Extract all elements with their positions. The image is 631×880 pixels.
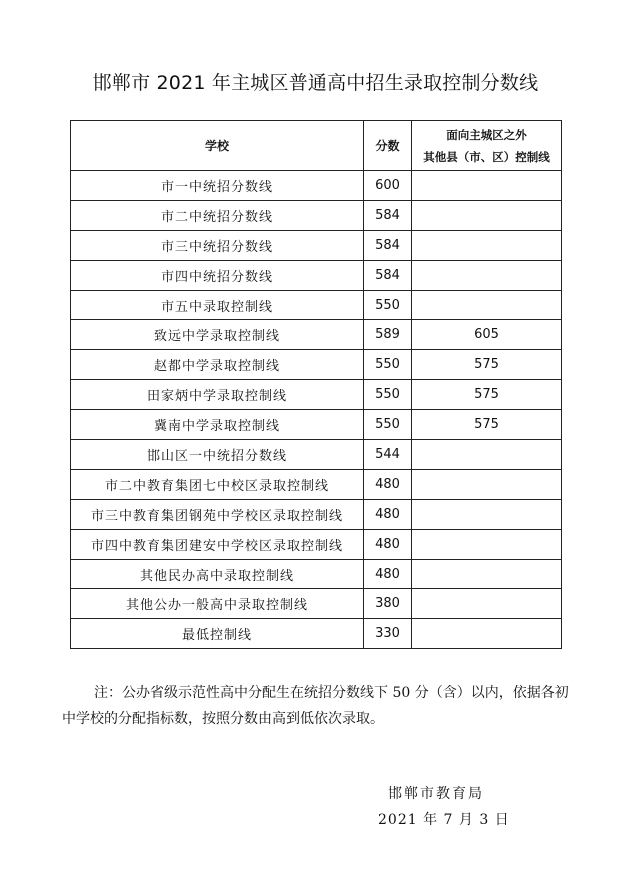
table-row <box>71 171 562 201</box>
issuer-signature: 邯郸市教育局 <box>388 786 484 802</box>
outer-county-score-cell: 575 <box>412 380 562 410</box>
score-cell: 380 <box>364 589 412 619</box>
table-row <box>71 619 562 649</box>
header-outer-line1: 面向主城区之外 <box>446 127 527 142</box>
table-row <box>71 230 562 260</box>
outer-county-score-cell <box>412 529 562 559</box>
footnote: 注：公办省级示范性高中分配生在统招分数线下 50 分（含）以内，依据各初中学校的分配指标数，按照分数由高到低依次录取。 <box>62 685 569 727</box>
outer-county-score-cell <box>412 171 562 201</box>
score-cell: 550 <box>364 410 412 440</box>
issue-date: 2021 年 7 月 3 日 <box>378 812 510 828</box>
table-row <box>71 350 562 380</box>
school-cell: 其他公办一般高中录取控制线 <box>71 589 364 619</box>
header-score: 分数 <box>364 121 412 171</box>
school-cell: 市二中教育集团七中校区录取控制线 <box>71 469 364 499</box>
school-cell: 市四中统招分数线 <box>71 260 364 290</box>
school-cell: 田家炳中学录取控制线 <box>71 380 364 410</box>
score-table <box>70 120 562 649</box>
score-cell: 584 <box>364 260 412 290</box>
table-row <box>71 290 562 320</box>
table-row <box>71 529 562 559</box>
score-cell: 480 <box>364 559 412 589</box>
school-cell: 市四中教育集团建安中学校区录取控制线 <box>71 529 364 559</box>
school-cell: 致远中学录取控制线 <box>71 320 364 350</box>
table-body <box>71 171 562 649</box>
school-cell: 市三中教育集团钢苑中学校区录取控制线 <box>71 499 364 529</box>
outer-county-score-cell <box>412 230 562 260</box>
score-cell: 480 <box>364 499 412 529</box>
outer-county-score-cell <box>412 260 562 290</box>
table-row <box>71 499 562 529</box>
outer-county-score-cell <box>412 589 562 619</box>
table-row <box>71 200 562 230</box>
outer-county-score-cell <box>412 559 562 589</box>
outer-county-score-cell <box>412 469 562 499</box>
table-row <box>71 410 562 440</box>
table-row <box>71 469 562 499</box>
outer-county-score-cell <box>412 440 562 470</box>
header-outer-county-line <box>412 121 562 171</box>
table-row <box>71 380 562 410</box>
school-cell: 市一中统招分数线 <box>71 171 364 201</box>
score-cell: 584 <box>364 230 412 260</box>
score-cell: 600 <box>364 171 412 201</box>
header-school: 学校 <box>71 121 364 171</box>
header-outer-line2: 其他县（市、区）控制线 <box>423 149 550 164</box>
score-cell: 480 <box>364 469 412 499</box>
score-cell: 544 <box>364 440 412 470</box>
score-cell: 589 <box>364 320 412 350</box>
school-cell: 赵都中学录取控制线 <box>71 350 364 380</box>
table-row <box>71 440 562 470</box>
score-cell: 550 <box>364 380 412 410</box>
table-row <box>71 559 562 589</box>
outer-county-score-cell: 575 <box>412 410 562 440</box>
table-row <box>71 260 562 290</box>
school-cell: 最低控制线 <box>71 619 364 649</box>
school-cell: 邯山区一中统招分数线 <box>71 440 364 470</box>
score-cell: 480 <box>364 529 412 559</box>
page-title: 邯郸市 2021 年主城区普通高中招生录取控制分数线 <box>92 72 539 94</box>
table-header-row <box>71 121 562 171</box>
outer-county-score-cell: 605 <box>412 320 562 350</box>
table-row <box>71 320 562 350</box>
school-cell: 冀南中学录取控制线 <box>71 410 364 440</box>
outer-county-score-cell <box>412 619 562 649</box>
score-cell: 330 <box>364 619 412 649</box>
school-cell: 市二中统招分数线 <box>71 200 364 230</box>
outer-county-score-cell <box>412 499 562 529</box>
score-cell: 550 <box>364 350 412 380</box>
outer-county-score-cell: 575 <box>412 350 562 380</box>
score-cell: 584 <box>364 200 412 230</box>
school-cell: 市五中录取控制线 <box>71 290 364 320</box>
school-cell: 其他民办高中录取控制线 <box>71 559 364 589</box>
school-cell: 市三中统招分数线 <box>71 230 364 260</box>
outer-county-score-cell <box>412 290 562 320</box>
table-row <box>71 589 562 619</box>
score-cell: 550 <box>364 290 412 320</box>
outer-county-score-cell <box>412 200 562 230</box>
